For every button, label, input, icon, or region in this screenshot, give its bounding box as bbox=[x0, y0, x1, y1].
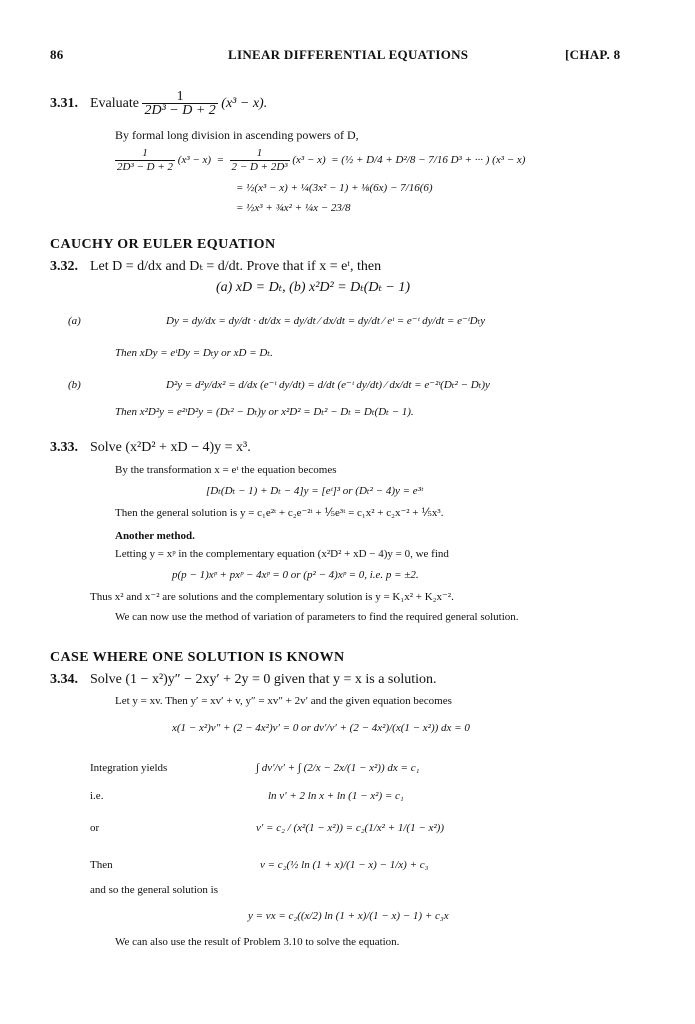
then-label: Then bbox=[90, 859, 113, 871]
eq1-rhs: = (½ + D/4 + D²/8 − 7/16 D³ + ··· ) (x³ − x) bbox=[331, 154, 526, 166]
general-solution-equation: y = vx = c₂((x/2) ln (1 + x)/(1 − x) − 1) + c₃x bbox=[248, 910, 449, 922]
problem-3-34-line-1: Let y = xv. Then y′ = xv′ + v, y″ = xv″ + 2v′ and the given equation becomes bbox=[115, 695, 452, 707]
problem-3-32-parts: (a) xD = Dₜ, (b) x²D² = Dₜ(Dₜ − 1) bbox=[216, 280, 411, 295]
problem-number-3-34: 3.34. bbox=[50, 672, 78, 687]
problem-3-31-eq2: = ½(x³ − x) + ¼(3x² − 1) + ⅛(6x) − 7/16(6) bbox=[236, 182, 433, 194]
eq1-lhs-num: 1 bbox=[115, 147, 175, 161]
fraction-denominator: 2D³ − D + 2 bbox=[144, 103, 216, 119]
problem-3-31-tail: (x³ − x). bbox=[221, 96, 268, 111]
problem-3-34-line-2: x(1 − x²)v″ + (2 − 4x²)v′ = 0 or dv′/v′ + (2 − 4x²)/(x(1 − x²)) dx = 0 bbox=[172, 722, 470, 734]
problem-3-31-statement bbox=[90, 88, 267, 120]
problem-3-33-statement: Solve (x²D² + xD − 4)y = x³. bbox=[90, 440, 251, 455]
problem-3-31-eq3: = ½x³ + ¾x² + ¼x − 23/8 bbox=[236, 202, 351, 214]
chapter-label: [CHAP. 8 bbox=[565, 47, 621, 62]
eq1-mid-num: 1 bbox=[230, 147, 290, 161]
or-label: or bbox=[90, 822, 100, 834]
integration-equation: ∫ dv′/v′ + ∫ (2/x − 2x/(1 − x²)) dx = c₁ bbox=[256, 762, 420, 774]
fraction-numerator: 1 bbox=[142, 90, 217, 104]
eq1-lhs-tail: (x³ − x) bbox=[177, 154, 212, 166]
part-a-equation: Dy = dy/dx = dy/dt · dt/dx = dy/dt ⁄ dx/dt = dy/dt ⁄ eᵗ = e⁻ᵗ dy/dt = e⁻ᵗDₜy bbox=[166, 315, 486, 327]
problem-number-3-33: 3.33. bbox=[50, 440, 78, 455]
section-heading-cauchy: CAUCHY OR EULER EQUATION bbox=[50, 237, 276, 252]
problem-3-33-line-4: Letting y = xᵖ in the complementary equation (x²D² + xD − 4)y = 0, we find bbox=[115, 548, 449, 560]
problem-3-33-line-6: Thus x² and x⁻² are solutions and the complementary solution is y = K₁x² + K₂x⁻². bbox=[90, 591, 454, 603]
ie-equation: ln v′ + 2 ln x + ln (1 − x²) = c₁ bbox=[268, 790, 404, 802]
problem-3-33-line-1: By the transformation x = eᵗ the equation becomes bbox=[115, 464, 337, 476]
eq1-mid-den: 2 − D + 2D³ bbox=[231, 160, 288, 173]
eq1-mid-tail: (x³ − x) bbox=[292, 154, 326, 166]
then-equation: v = c₂(½ ln (1 + x)/(1 − x) − 1/x) + c₃ bbox=[260, 859, 429, 871]
problem-3-31-prompt: Evaluate bbox=[90, 96, 139, 111]
general-solution-label: and so the general solution is bbox=[90, 884, 219, 896]
problem-number-3-32: 3.32. bbox=[50, 259, 78, 274]
integration-label: Integration yields bbox=[90, 762, 168, 774]
problem-3-31-eq1: $\frac{1}{\text{2D³ − D + 2}}$ (x³ − x) = $\frac{1}{\text{2 − D + 2D³}}$ (x³ − x) = (½ + D/4 + D²/8 − 7/16 D³ + ··· ) (x³ − x) bbox=[117, 146, 526, 173]
problem-3-33-line-7: We can now use the method of variation of parameters to find the required general solution. bbox=[115, 611, 519, 623]
problem-3-34-closing: We can also use the result of Problem 3.10 to solve the equation. bbox=[115, 936, 400, 948]
page-number: 86 bbox=[50, 47, 64, 62]
problem-3-33-line-3: Then the general solution is y = c₁e²ᵗ + c₂e⁻²ᵗ + ⅕e³ᵗ = c₁x² + c₂x⁻² + ⅕x³. bbox=[115, 507, 444, 519]
problem-3-32-statement: Let D = d/dx and Dₜ = d/dt. Prove that if x = eᵗ, then bbox=[90, 259, 382, 274]
eq1-lhs-den: 2D³ − D + 2 bbox=[117, 160, 174, 173]
part-b-conclusion: Then x²D²y = e²ᵗD²y = (Dₜ² − Dₜ)y or x²D² = Dₜ² − Dₜ = Dₜ(Dₜ − 1). bbox=[115, 406, 414, 418]
problem-3-33-line-5: p(p − 1)xᵖ + pxᵖ − 4xᵖ = 0 or (p² − 4)xᵖ = 0, i.e. p = ±2. bbox=[172, 569, 419, 581]
section-heading-one-solution: CASE WHERE ONE SOLUTION IS KNOWN bbox=[50, 650, 345, 665]
part-b-equation: D²y = d²y/dx² = d/dx (e⁻ᵗ dy/dt) = d/dt (e⁻ᵗ dy/dt) ⁄ dx/dt = e⁻²ᵗ(Dₜ² − Dₜ)y bbox=[166, 379, 490, 391]
problem-3-31-intro: By formal long division in ascending powers of D, bbox=[115, 128, 359, 142]
problem-3-34-statement: Solve (1 − x²)y″ − 2xy′ + 2y = 0 given that y = x is a solution. bbox=[90, 672, 437, 687]
part-a-label: (a) bbox=[68, 315, 81, 327]
part-b-label: (b) bbox=[68, 379, 81, 391]
running-title: LINEAR DIFFERENTIAL EQUATIONS bbox=[228, 47, 469, 62]
ie-label: i.e. bbox=[90, 790, 104, 802]
problem-3-33-line-2: [Dₜ(Dₜ − 1) + Dₜ − 4]y = [eᵗ]³ or (Dₜ² − 4)y = e³ᵗ bbox=[206, 485, 423, 497]
part-a-conclusion: Then xDy = eᵗDy = Dₜy or xD = Dₜ. bbox=[115, 347, 273, 359]
or-equation: v′ = c₂ / (x²(1 − x²)) = c₂(1/x² + 1/(1 − x²)) bbox=[256, 822, 445, 834]
another-method-label: Another method. bbox=[115, 530, 195, 542]
problem-3-31-fraction bbox=[142, 90, 217, 117]
problem-number-3-31: 3.31. bbox=[50, 96, 78, 111]
